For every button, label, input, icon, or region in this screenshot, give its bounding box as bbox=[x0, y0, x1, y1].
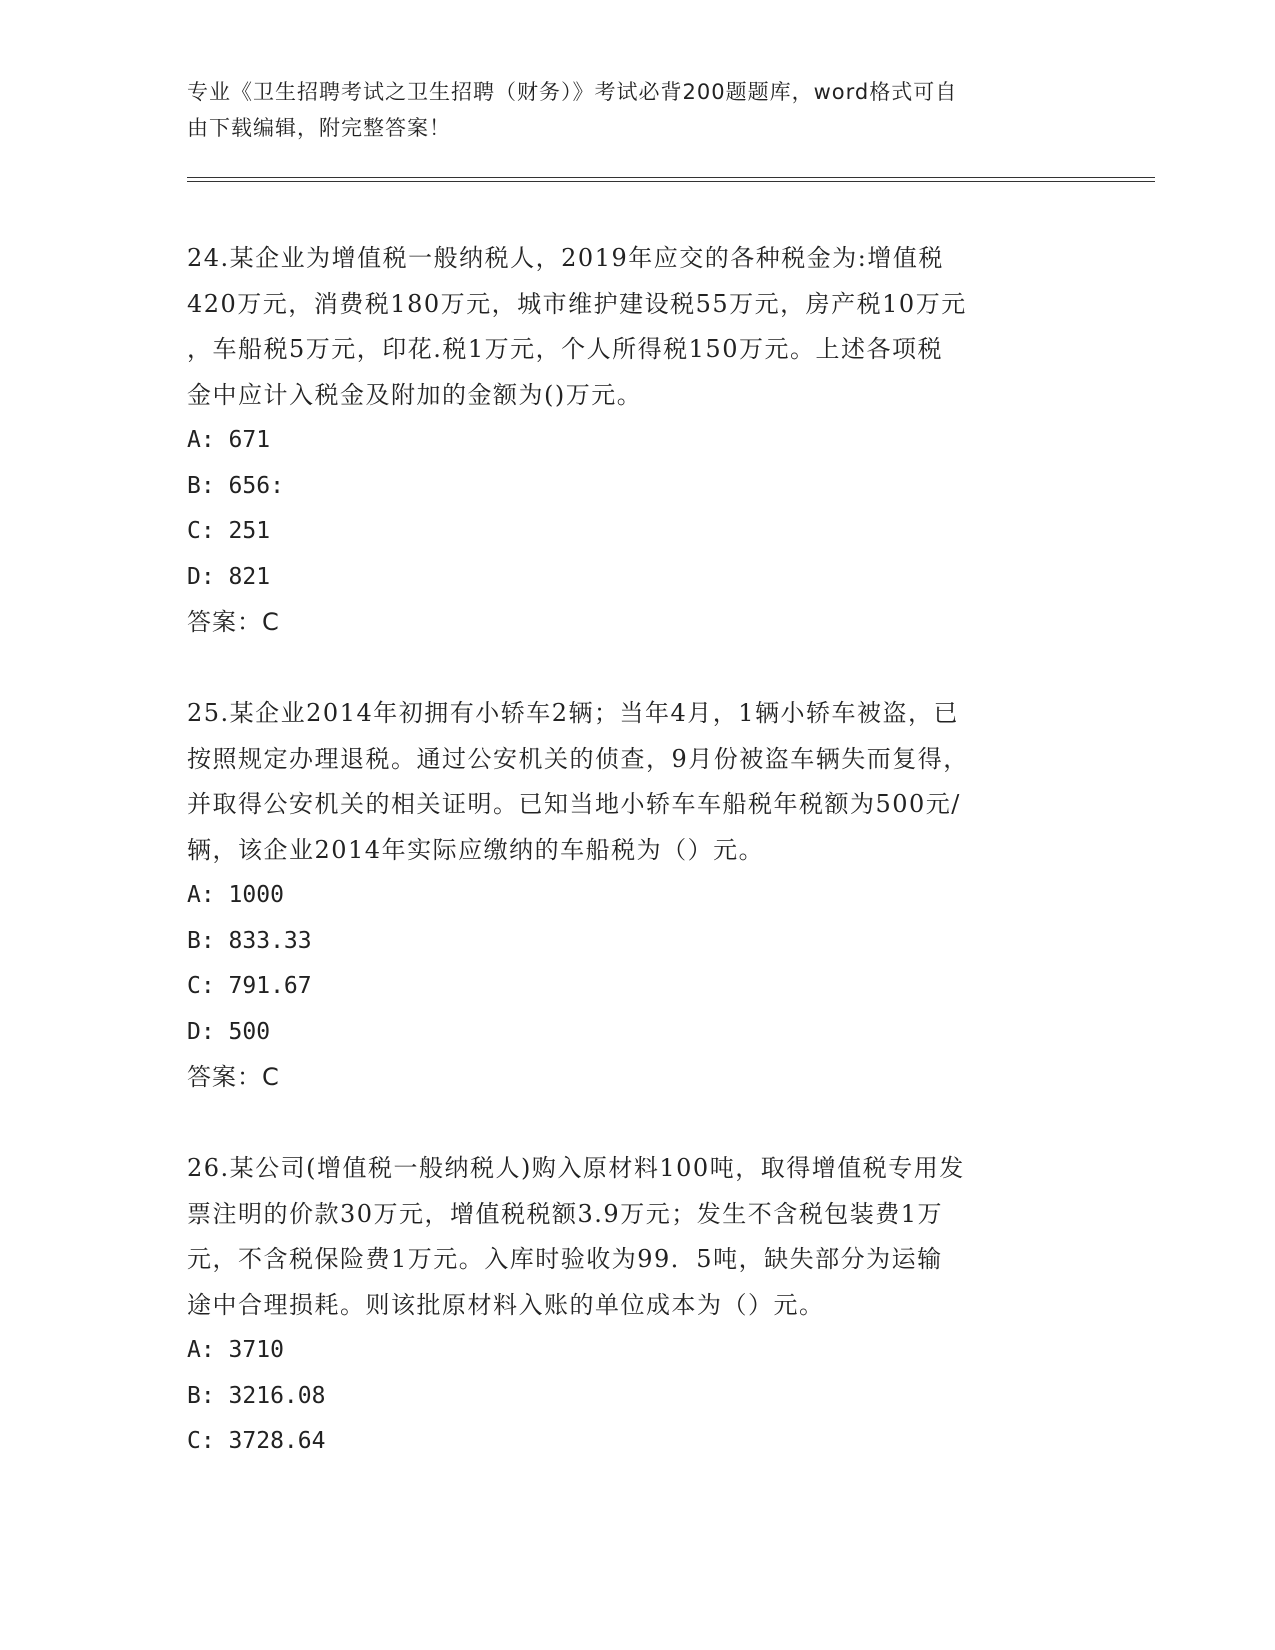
option-b: B: 656: bbox=[187, 472, 284, 499]
header-divider-top bbox=[187, 177, 1155, 178]
question-stem-line: 按照规定办理退税。通过公安机关的侦查，9月份被盗车辆失而复得， bbox=[187, 744, 969, 773]
option-d: D: 821 bbox=[187, 563, 271, 590]
question-stem-line: 并取得公安机关的相关证明。已知当地小轿车车船税年税额为500元/ bbox=[187, 790, 961, 818]
question-stem-line: 25.某企业2014年初拥有小轿车2辆；当年4月，1辆小轿车被盗，已 bbox=[187, 699, 960, 727]
question-stem-line: 24.某企业为增值税一般纳税人，2019年应交的各种税金为:增值税 bbox=[187, 244, 944, 272]
answer-line: 答案：C bbox=[187, 1063, 280, 1091]
question-stem-line: 辆，该企业2014年实际应缴纳的车船税为（）元。 bbox=[187, 835, 765, 864]
question-stem-line: 票注明的价款30万元，增值税税额3.9万元；发生不含税包装费1万 bbox=[187, 1199, 943, 1228]
question-stem-line: 元，不含税保险费1万元。入库时验收为99．5吨，缺失部分为运输 bbox=[187, 1245, 943, 1273]
header-divider-bottom bbox=[187, 181, 1155, 182]
option-d: D: 500 bbox=[187, 1018, 271, 1045]
question-25 bbox=[187, 691, 1087, 1101]
option-a: A: 671 bbox=[187, 427, 271, 453]
header-line-1: 专业《卫生招聘考试之卫生招聘（财务）》考试必背200题题库，word格式可自 bbox=[187, 80, 958, 104]
option-b: B: 833.33 bbox=[187, 927, 312, 954]
option-c: C: 3728.64 bbox=[187, 1428, 326, 1454]
question-stem-line: 26.某公司(增值税一般纳税人)购入原材料100吨，取得增值税专用发 bbox=[187, 1154, 965, 1182]
document-header bbox=[187, 74, 1087, 146]
header-line-2: 由下载编辑，附完整答案！ bbox=[187, 116, 451, 140]
question-24 bbox=[187, 236, 1087, 646]
question-stem-line: 420万元，消费税180万元，城市维护建设税55万元，房产税10万元 bbox=[187, 289, 967, 318]
option-a: A: 1000 bbox=[187, 882, 284, 908]
option-b: B: 3216.08 bbox=[187, 1382, 326, 1409]
option-a: A: 3710 bbox=[187, 1337, 284, 1363]
answer-line: 答案：C bbox=[187, 608, 280, 636]
question-stem-line: 金中应计入税金及附加的金额为()万元。 bbox=[187, 380, 643, 409]
question-stem-line: 途中合理损耗。则该批原材料入账的单位成本为（）元。 bbox=[187, 1290, 825, 1319]
question-stem-line: ，车船税5万元，印花.税1万元，个人所得税150万元。上述各项税 bbox=[187, 335, 943, 363]
option-c: C: 791.67 bbox=[187, 973, 312, 999]
option-c: C: 251 bbox=[187, 518, 271, 544]
question-26 bbox=[187, 1146, 1087, 1465]
